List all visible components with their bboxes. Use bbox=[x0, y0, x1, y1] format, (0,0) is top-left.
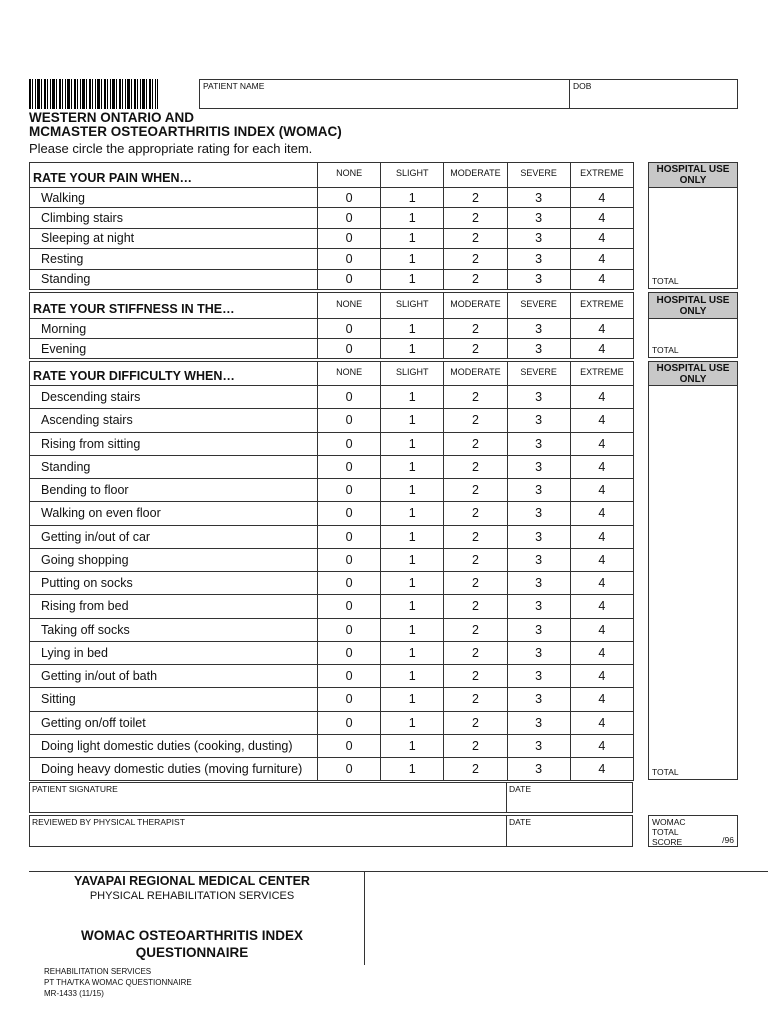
item-row bbox=[30, 339, 634, 359]
rating-option[interactable]: 1 bbox=[381, 734, 444, 757]
rating-option[interactable]: 0 bbox=[318, 525, 381, 548]
difficulty-section bbox=[29, 361, 634, 781]
score-label-line: SCORE bbox=[652, 837, 683, 847]
rating-option[interactable]: 1 bbox=[381, 618, 444, 641]
item-label: Lying in bed bbox=[30, 641, 318, 664]
rating-option[interactable]: 4 bbox=[570, 572, 633, 595]
item-label: Morning bbox=[30, 319, 318, 339]
item-label: Getting on/off toilet bbox=[30, 711, 318, 734]
item-row bbox=[30, 319, 634, 339]
item-label: Getting in/out of car bbox=[30, 525, 318, 548]
patient-info-box bbox=[199, 79, 738, 109]
item-label: Walking bbox=[30, 188, 318, 208]
score-label-line: TOTAL bbox=[652, 827, 679, 837]
rating-option[interactable]: 4 bbox=[570, 618, 633, 641]
item-label: Getting in/out of bath bbox=[30, 665, 318, 688]
item-row bbox=[30, 618, 634, 641]
item-row bbox=[30, 525, 634, 548]
rating-option[interactable]: 0 bbox=[318, 734, 381, 757]
rating-option[interactable]: 4 bbox=[570, 502, 633, 525]
form-code-line: REHABILITATION SERVICES bbox=[44, 967, 152, 976]
rating-option[interactable]: 1 bbox=[381, 525, 444, 548]
scale-label: SLIGHT bbox=[381, 293, 444, 319]
rating-option[interactable]: 4 bbox=[570, 339, 633, 359]
rating-option[interactable]: 3 bbox=[507, 386, 570, 409]
rating-option[interactable]: 4 bbox=[570, 595, 633, 618]
rating-option[interactable]: 0 bbox=[318, 188, 381, 208]
scale-label: MODERATE bbox=[444, 293, 507, 319]
footer-vertical-divider bbox=[364, 871, 365, 965]
rating-option[interactable]: 0 bbox=[318, 249, 381, 269]
rating-option[interactable]: 1 bbox=[381, 502, 444, 525]
rating-option[interactable]: 2 bbox=[444, 409, 507, 432]
barcode bbox=[29, 79, 158, 109]
rating-option[interactable]: 4 bbox=[570, 734, 633, 757]
rating-option[interactable]: 0 bbox=[318, 595, 381, 618]
rating-option[interactable]: 1 bbox=[381, 595, 444, 618]
total-label: TOTAL bbox=[652, 345, 679, 355]
rating-option[interactable]: 0 bbox=[318, 339, 381, 359]
rating-option[interactable]: 2 bbox=[444, 688, 507, 711]
rating-option[interactable]: 2 bbox=[444, 595, 507, 618]
rating-option[interactable]: 1 bbox=[381, 665, 444, 688]
pain-section bbox=[29, 162, 634, 290]
rating-option[interactable]: 4 bbox=[570, 525, 633, 548]
patient-name-label: PATIENT NAME bbox=[203, 81, 265, 91]
rating-option[interactable]: 4 bbox=[570, 249, 633, 269]
footer-form-codes bbox=[44, 966, 192, 999]
item-row bbox=[30, 479, 634, 502]
footer-divider bbox=[29, 871, 768, 872]
item-row bbox=[30, 228, 634, 248]
scale-label: EXTREME bbox=[570, 163, 633, 188]
date-label: DATE bbox=[509, 817, 532, 827]
section-heading: RATE YOUR PAIN WHEN… bbox=[30, 163, 318, 188]
rating-option[interactable]: 2 bbox=[444, 269, 507, 289]
rating-option[interactable]: 1 bbox=[381, 208, 444, 228]
rating-option[interactable]: 2 bbox=[444, 208, 507, 228]
patient-name-field[interactable] bbox=[200, 80, 570, 108]
department-name: PHYSICAL REHABILITATION SERVICES bbox=[89, 890, 295, 902]
rating-option[interactable]: 2 bbox=[444, 734, 507, 757]
form-code-line: MR-1433 (11/15) bbox=[44, 989, 104, 998]
rating-option[interactable]: 4 bbox=[570, 711, 633, 734]
rating-option[interactable]: 0 bbox=[318, 479, 381, 502]
rating-option[interactable]: 3 bbox=[507, 618, 570, 641]
therapist-date-field[interactable] bbox=[507, 816, 632, 846]
section-header-row bbox=[30, 163, 634, 188]
item-label: Sitting bbox=[30, 688, 318, 711]
rating-option[interactable]: 0 bbox=[318, 502, 381, 525]
rating-option[interactable]: 2 bbox=[444, 479, 507, 502]
total-label: TOTAL bbox=[652, 276, 679, 286]
rating-option[interactable]: 3 bbox=[507, 339, 570, 359]
rating-option[interactable]: 1 bbox=[381, 572, 444, 595]
item-row bbox=[30, 734, 634, 757]
rating-option[interactable]: 4 bbox=[570, 665, 633, 688]
item-label: Evening bbox=[30, 339, 318, 359]
item-row bbox=[30, 595, 634, 618]
rating-option[interactable]: 2 bbox=[444, 386, 507, 409]
scale-label: SLIGHT bbox=[381, 163, 444, 188]
rating-option[interactable]: 0 bbox=[318, 711, 381, 734]
section-header-row bbox=[30, 293, 634, 319]
item-label: Doing heavy domestic duties (moving furniture) bbox=[30, 758, 318, 781]
item-row bbox=[30, 711, 634, 734]
rating-option[interactable]: 0 bbox=[318, 269, 381, 289]
rating-option[interactable]: 4 bbox=[570, 455, 633, 478]
rating-option[interactable]: 3 bbox=[507, 595, 570, 618]
title-line-1: WESTERN ONTARIO AND bbox=[29, 110, 194, 125]
patient-signature-date-field[interactable] bbox=[507, 783, 632, 812]
rating-option[interactable]: 4 bbox=[570, 188, 633, 208]
score-max: /96 bbox=[722, 835, 734, 845]
rating-option[interactable]: 4 bbox=[570, 479, 633, 502]
rating-option[interactable]: 2 bbox=[444, 758, 507, 781]
item-row bbox=[30, 455, 634, 478]
rating-option[interactable]: 2 bbox=[444, 319, 507, 339]
scale-label: EXTREME bbox=[570, 362, 633, 386]
rating-option[interactable]: 1 bbox=[381, 455, 444, 478]
rating-option[interactable]: 0 bbox=[318, 688, 381, 711]
item-row bbox=[30, 758, 634, 781]
rating-option[interactable]: 0 bbox=[318, 548, 381, 571]
item-label: Doing light domestic duties (cooking, dusting) bbox=[30, 734, 318, 757]
rating-option[interactable]: 2 bbox=[444, 665, 507, 688]
hospital-use-box-stiffness bbox=[648, 292, 738, 358]
rating-option[interactable]: 3 bbox=[507, 228, 570, 248]
rating-option[interactable]: 4 bbox=[570, 386, 633, 409]
therapist-review-row bbox=[29, 815, 633, 847]
item-label: Taking off socks bbox=[30, 618, 318, 641]
organization-name: YAVAPAI REGIONAL MEDICAL CENTER bbox=[74, 874, 310, 888]
rating-option[interactable]: 4 bbox=[570, 228, 633, 248]
rating-option[interactable]: 3 bbox=[507, 319, 570, 339]
rating-option[interactable]: 3 bbox=[507, 572, 570, 595]
scale-label: EXTREME bbox=[570, 293, 633, 319]
rating-option[interactable]: 1 bbox=[381, 432, 444, 455]
rating-option[interactable]: 3 bbox=[507, 711, 570, 734]
patient-signature-row bbox=[29, 782, 633, 813]
item-row bbox=[30, 432, 634, 455]
rating-option[interactable]: 2 bbox=[444, 548, 507, 571]
rating-option[interactable]: 2 bbox=[444, 711, 507, 734]
item-row bbox=[30, 641, 634, 664]
section-header-row bbox=[30, 362, 634, 386]
rating-option[interactable]: 3 bbox=[507, 502, 570, 525]
title-line-2: MCMASTER OSTEOARTHRITIS INDEX (WOMAC) bbox=[29, 124, 342, 139]
rating-option[interactable]: 4 bbox=[570, 409, 633, 432]
rating-option[interactable]: 3 bbox=[507, 525, 570, 548]
rating-option[interactable]: 0 bbox=[318, 319, 381, 339]
rating-option[interactable]: 0 bbox=[318, 208, 381, 228]
patient-signature-field[interactable] bbox=[30, 783, 507, 812]
scale-label: MODERATE bbox=[444, 362, 507, 386]
rating-option[interactable]: 2 bbox=[444, 455, 507, 478]
rating-option[interactable]: 0 bbox=[318, 455, 381, 478]
hospital-use-box-difficulty bbox=[648, 361, 738, 780]
item-row bbox=[30, 688, 634, 711]
rating-option[interactable]: 3 bbox=[507, 734, 570, 757]
item-label: Ascending stairs bbox=[30, 409, 318, 432]
item-label: Rising from bed bbox=[30, 595, 318, 618]
rating-option[interactable]: 4 bbox=[570, 432, 633, 455]
rating-option[interactable]: 3 bbox=[507, 409, 570, 432]
footer-organization bbox=[20, 874, 364, 903]
rating-option[interactable]: 1 bbox=[381, 188, 444, 208]
rating-option[interactable]: 0 bbox=[318, 758, 381, 781]
rating-option[interactable]: 2 bbox=[444, 432, 507, 455]
instruction-text: Please circle the appropriate rating for each item. bbox=[29, 141, 313, 156]
rating-option[interactable]: 1 bbox=[381, 319, 444, 339]
rating-option[interactable]: 4 bbox=[570, 548, 633, 571]
scale-label: SEVERE bbox=[507, 362, 570, 386]
rating-option[interactable]: 4 bbox=[570, 641, 633, 664]
rating-option[interactable]: 1 bbox=[381, 641, 444, 664]
item-label: Standing bbox=[30, 455, 318, 478]
section-heading: RATE YOUR STIFFNESS IN THE… bbox=[30, 293, 318, 319]
item-row bbox=[30, 386, 634, 409]
item-label: Putting on socks bbox=[30, 572, 318, 595]
rating-option[interactable]: 1 bbox=[381, 409, 444, 432]
rating-option[interactable]: 3 bbox=[507, 548, 570, 571]
item-row bbox=[30, 665, 634, 688]
hospital-use-heading: HOSPITAL USE ONLY bbox=[649, 163, 737, 188]
patient-signature-label: PATIENT SIGNATURE bbox=[32, 784, 118, 794]
rating-option[interactable]: 3 bbox=[507, 641, 570, 664]
dob-label: DOB bbox=[573, 81, 592, 91]
rating-option[interactable]: 1 bbox=[381, 339, 444, 359]
rating-option[interactable]: 3 bbox=[507, 758, 570, 781]
rating-option[interactable]: 1 bbox=[381, 548, 444, 571]
item-row bbox=[30, 269, 634, 289]
item-row bbox=[30, 249, 634, 269]
item-label: Resting bbox=[30, 249, 318, 269]
rating-option[interactable]: 0 bbox=[318, 432, 381, 455]
rating-option[interactable]: 3 bbox=[507, 479, 570, 502]
rating-option[interactable]: 1 bbox=[381, 269, 444, 289]
rating-option[interactable]: 3 bbox=[507, 208, 570, 228]
rating-option[interactable]: 2 bbox=[444, 641, 507, 664]
item-row bbox=[30, 409, 634, 432]
rating-option[interactable]: 1 bbox=[381, 249, 444, 269]
item-row bbox=[30, 188, 634, 208]
rating-option[interactable]: 1 bbox=[381, 228, 444, 248]
rating-option[interactable]: 1 bbox=[381, 711, 444, 734]
rating-option[interactable]: 0 bbox=[318, 618, 381, 641]
scale-label: NONE bbox=[318, 163, 381, 188]
rating-option[interactable]: 3 bbox=[507, 269, 570, 289]
rating-option[interactable]: 2 bbox=[444, 339, 507, 359]
rating-option[interactable]: 0 bbox=[318, 572, 381, 595]
item-label: Descending stairs bbox=[30, 386, 318, 409]
rating-option[interactable]: 1 bbox=[381, 688, 444, 711]
item-label: Rising from sitting bbox=[30, 432, 318, 455]
rating-option[interactable]: 0 bbox=[318, 641, 381, 664]
rating-option[interactable]: 4 bbox=[570, 758, 633, 781]
item-label: Going shopping bbox=[30, 548, 318, 571]
total-label: TOTAL bbox=[652, 767, 679, 777]
rating-option[interactable]: 0 bbox=[318, 665, 381, 688]
womac-total-score-box bbox=[648, 815, 738, 847]
rating-option[interactable]: 0 bbox=[318, 409, 381, 432]
item-row bbox=[30, 572, 634, 595]
item-label: Standing bbox=[30, 269, 318, 289]
rating-option[interactable]: 4 bbox=[570, 688, 633, 711]
scale-label: MODERATE bbox=[444, 163, 507, 188]
rating-option[interactable]: 3 bbox=[507, 688, 570, 711]
footer-form-title bbox=[20, 927, 364, 961]
scale-label: SEVERE bbox=[507, 293, 570, 319]
form-title-line-1: WOMAC OSTEOARTHRITIS INDEX bbox=[81, 928, 303, 943]
rating-option[interactable]: 2 bbox=[444, 502, 507, 525]
rating-option[interactable]: 2 bbox=[444, 618, 507, 641]
hospital-use-box-pain bbox=[648, 162, 738, 289]
therapist-signature-label: REVIEWED BY PHYSICAL THERAPIST bbox=[32, 817, 185, 827]
scale-label: SEVERE bbox=[507, 163, 570, 188]
section-heading: RATE YOUR DIFFICULTY WHEN… bbox=[30, 362, 318, 386]
item-label: Sleeping at night bbox=[30, 228, 318, 248]
rating-option[interactable]: 0 bbox=[318, 386, 381, 409]
item-label: Walking on even floor bbox=[30, 502, 318, 525]
rating-option[interactable]: 4 bbox=[570, 319, 633, 339]
stiffness-section bbox=[29, 292, 634, 359]
form-title bbox=[29, 111, 429, 156]
therapist-signature-field[interactable] bbox=[30, 816, 507, 846]
item-label: Bending to floor bbox=[30, 479, 318, 502]
item-row bbox=[30, 548, 634, 571]
form-title-line-2: QUESTIONNAIRE bbox=[135, 945, 249, 960]
item-label: Climbing stairs bbox=[30, 208, 318, 228]
scale-label: SLIGHT bbox=[381, 362, 444, 386]
hospital-use-heading: HOSPITAL USE ONLY bbox=[649, 362, 737, 386]
rating-option[interactable]: 2 bbox=[444, 249, 507, 269]
item-row bbox=[30, 502, 634, 525]
scale-label: NONE bbox=[318, 362, 381, 386]
rating-option[interactable]: 2 bbox=[444, 572, 507, 595]
item-row bbox=[30, 208, 634, 228]
hospital-use-heading: HOSPITAL USE ONLY bbox=[649, 293, 737, 319]
rating-option[interactable]: 3 bbox=[507, 188, 570, 208]
rating-option[interactable]: 1 bbox=[381, 386, 444, 409]
dob-field[interactable] bbox=[570, 80, 737, 108]
rating-option[interactable]: 3 bbox=[507, 665, 570, 688]
rating-option[interactable]: 3 bbox=[507, 455, 570, 478]
form-code-line: PT THA/TKA WOMAC QUESTIONNAIRE bbox=[44, 978, 192, 987]
date-label: DATE bbox=[509, 784, 532, 794]
rating-option[interactable]: 4 bbox=[570, 269, 633, 289]
rating-option[interactable]: 3 bbox=[507, 432, 570, 455]
rating-option[interactable]: 1 bbox=[381, 479, 444, 502]
rating-option[interactable]: 2 bbox=[444, 525, 507, 548]
scale-label: NONE bbox=[318, 293, 381, 319]
rating-option[interactable]: 2 bbox=[444, 228, 507, 248]
rating-option[interactable]: 1 bbox=[381, 758, 444, 781]
rating-option[interactable]: 2 bbox=[444, 188, 507, 208]
rating-option[interactable]: 4 bbox=[570, 208, 633, 228]
score-label-line: WOMAC bbox=[652, 817, 686, 827]
rating-option[interactable]: 0 bbox=[318, 228, 381, 248]
rating-option[interactable]: 3 bbox=[507, 249, 570, 269]
